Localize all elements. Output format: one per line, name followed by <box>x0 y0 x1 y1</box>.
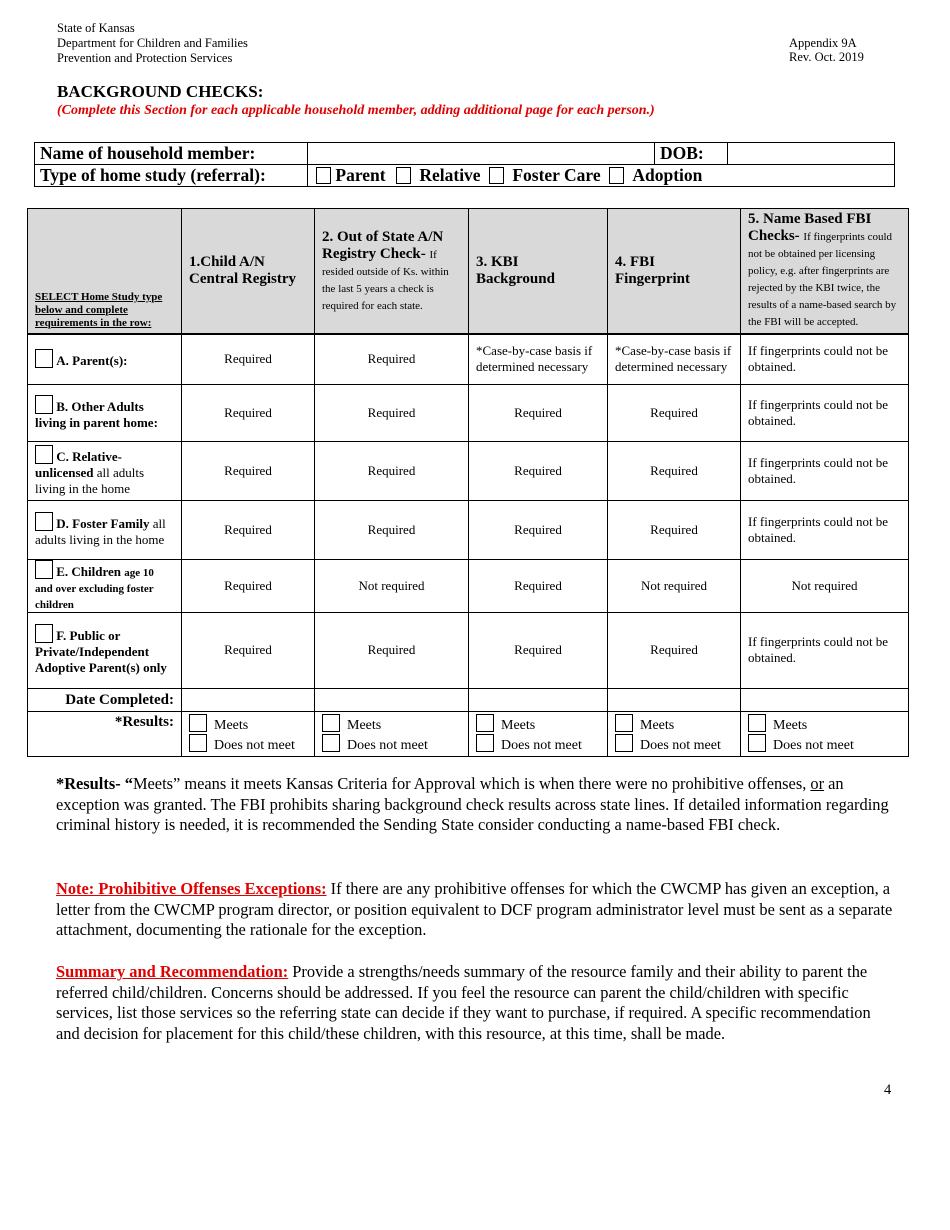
table-cell: If fingerprints could not be obtained. <box>741 384 909 441</box>
page-number: 4 <box>884 1082 892 1098</box>
row-label-relative-unlicensed <box>28 441 182 500</box>
background-checks-table <box>27 208 909 757</box>
date-field[interactable] <box>741 688 909 711</box>
meets-label: Meets <box>501 717 536 733</box>
appendix-label: Appendix 9A <box>789 36 857 50</box>
adoptive-row-checkbox[interactable] <box>35 624 53 643</box>
foster-care-option-label: Foster Care <box>512 165 601 185</box>
results-text: Meets” means it meets Kansas Criteria for Approval which is when there were no prohibitive offenses, <box>132 774 811 793</box>
parents-row-checkbox[interactable] <box>35 349 53 368</box>
table-cell: Required <box>182 384 315 441</box>
table-cell: Required <box>182 334 315 384</box>
results-explanation <box>56 774 896 836</box>
revision-label: Rev. Oct. 2019 <box>789 50 864 64</box>
home-study-type-label: Type of home study (referral): <box>35 165 308 187</box>
name-field[interactable] <box>308 143 655 165</box>
results-cell <box>315 711 469 756</box>
column-note: If fingerprints could not be obtained per licensing policy, e.g. after fingerprints are rejected by the KBI twice, the results of a name-based search by the FBI will be accepted. <box>748 231 897 328</box>
children-row-checkbox[interactable] <box>35 560 53 579</box>
table-cell: Required <box>469 612 608 688</box>
results-cell <box>182 711 315 756</box>
prohibitive-offenses-note <box>56 879 896 941</box>
table-cell: If fingerprints could not be obtained. <box>741 500 909 559</box>
date-field[interactable] <box>608 688 741 711</box>
date-field[interactable] <box>182 688 315 711</box>
results-text-continued: an exception was granted. The FBI prohibits sharing background check results across state lines. If detailed information regarding criminal history is needed, it is recommended the Sending State consider conducting a name-based FBI check. <box>56 774 889 835</box>
row-label-bold: F. Public or Private/Independent Adoptive Parent(s) only <box>35 628 167 675</box>
table-row <box>28 559 909 612</box>
summary-text: Provide a strengths/needs summary of the resource family and their ability to parent the referred child/children. Concerns should be addressed. If you feel the resource can parent the child/children with specific services, list those services so the referring state can decide if they want to purchase, if required. A specific recommendation and decision for placement for this child/these children, with this resource, at this time, shall be made. <box>56 962 871 1044</box>
does-not-meet-checkbox[interactable] <box>189 734 207 752</box>
does-not-meet-label: Does not meet <box>773 737 854 753</box>
table-cell: Required <box>469 559 608 612</box>
row-label-children <box>28 559 182 612</box>
meets-checkbox[interactable] <box>322 714 340 732</box>
table-row <box>28 384 909 441</box>
relative-row-checkbox[interactable] <box>35 445 53 464</box>
section-instruction: (Complete this Section for each applicable household member, adding additional page for each person.) <box>57 103 655 118</box>
does-not-meet-label: Does not meet <box>640 737 721 753</box>
does-not-meet-label: Does not meet <box>347 737 428 753</box>
meets-checkbox[interactable] <box>748 714 766 732</box>
home-study-type-options <box>308 165 895 187</box>
row-label-foster-family <box>28 500 182 559</box>
table-cell: Required <box>469 441 608 500</box>
meets-label: Meets <box>773 717 808 733</box>
division-name: Prevention and Protection Services <box>57 51 233 65</box>
column-title: 5. Name Based FBI Checks <box>748 211 872 244</box>
row-label-adoptive-parents <box>28 612 182 688</box>
results-heading: *Results- “ <box>56 774 133 793</box>
meets-label: Meets <box>640 717 675 733</box>
row-label-parents <box>28 334 182 384</box>
results-row <box>28 711 909 756</box>
row-label-bold: B. Other Adults living in parent home: <box>35 398 158 430</box>
row-label-detail: all adults living in the home <box>35 515 166 547</box>
table-cell: Required <box>469 500 608 559</box>
table-cell: Required <box>315 612 469 688</box>
dob-field[interactable] <box>728 143 895 165</box>
table-cell: Required <box>315 500 469 559</box>
does-not-meet-checkbox[interactable] <box>615 734 633 752</box>
results-label: *Results: <box>28 711 182 756</box>
row-label-detail: age 10 and over excluding foster children <box>35 566 154 611</box>
document-id <box>789 36 864 64</box>
select-home-study-header <box>28 209 182 335</box>
adoption-option-label: Adoption <box>632 165 703 185</box>
row-label-detail: all adults living in the home <box>35 464 145 496</box>
row-label-bold: D. Foster Family <box>56 515 150 531</box>
meets-checkbox[interactable] <box>189 714 207 732</box>
select-instruction: SELECT Home Study type below and complete requirements in the row: <box>35 291 163 329</box>
results-or: or <box>810 774 825 793</box>
column-header-out-of-state-registry: 2. Out of State A/N Registry Check- If resided outside of Ks. within the last 5 years a check is required for each state. <box>315 209 469 335</box>
column-title: 4. FBI Fingerprint <box>615 254 690 287</box>
meets-checkbox[interactable] <box>476 714 494 732</box>
note-text: If there are any prohibitive offenses for which the CWCMP has given an exception, a letter from the CWCMP program director, or position equivalent to DCF program administrator level must be sent as a separate attachment, documenting the rationale for the exception. <box>56 879 893 940</box>
table-cell: Not required <box>608 559 741 612</box>
table-cell: Required <box>315 384 469 441</box>
date-completed-label: Date Completed: <box>28 688 182 711</box>
meets-checkbox[interactable] <box>615 714 633 732</box>
table-cell: Required <box>608 500 741 559</box>
column-title: 2. Out of State A/N Registry Check <box>322 228 444 262</box>
agency-header <box>57 21 248 66</box>
table-row <box>28 500 909 559</box>
row-label-bold: A. Parent(s): <box>56 353 128 369</box>
column-header-child-an-registry <box>182 209 315 335</box>
dob-label: DOB: <box>655 143 728 165</box>
table-cell: Required <box>182 612 315 688</box>
table-cell: Required <box>469 384 608 441</box>
parent-option-label: Parent <box>335 165 386 185</box>
results-cell <box>741 711 909 756</box>
table-cell: Required <box>608 384 741 441</box>
column-title: 3. KBI Background <box>476 254 555 287</box>
table-cell: *Case-by-case basis if determined necessary <box>608 334 741 384</box>
does-not-meet-label: Does not meet <box>501 737 582 753</box>
name-label: Name of household member: <box>35 143 308 165</box>
row-label-bold: E. Children <box>56 563 122 579</box>
table-row <box>28 612 909 688</box>
table-cell: Not required <box>741 559 909 612</box>
table-cell: Required <box>182 500 315 559</box>
does-not-meet-label: Does not meet <box>214 737 295 753</box>
foster-care-checkbox[interactable] <box>489 167 504 184</box>
other-adults-row-checkbox[interactable] <box>35 395 53 414</box>
meets-label: Meets <box>347 717 382 733</box>
department-name: Department for Children and Families <box>57 36 248 50</box>
adoption-checkbox[interactable] <box>609 167 624 184</box>
table-cell: Required <box>315 441 469 500</box>
column-title: 1.Child A/N Central Registry <box>189 254 297 287</box>
table-cell: If fingerprints could not be obtained. <box>741 612 909 688</box>
foster-family-row-checkbox[interactable] <box>35 512 53 531</box>
does-not-meet-checkbox[interactable] <box>476 734 494 752</box>
table-row <box>28 334 909 384</box>
state-name: State of Kansas <box>57 21 135 35</box>
summary-recommendation <box>56 962 896 1045</box>
does-not-meet-checkbox[interactable] <box>748 734 766 752</box>
household-member-table <box>34 142 895 187</box>
row-label-other-adults <box>28 384 182 441</box>
column-header-fbi-fingerprint <box>608 209 741 335</box>
column-header-name-based-fbi: 5. Name Based FBI Checks- If fingerprints could not be obtained per licensing policy, e.g. after fingerprints are rejected by the KBI twice, the results of a name-based search by the FBI will be accepted. <box>741 209 909 335</box>
note-heading: Note: Prohibitive Offenses Exceptions: <box>56 879 327 898</box>
date-field[interactable] <box>315 688 469 711</box>
table-row <box>28 441 909 500</box>
table-cell: If fingerprints could not be obtained. <box>741 334 909 384</box>
column-note: If resided outside of Ks. within the last 5 years a check is required for each state. <box>322 248 449 312</box>
row-label-bold: C. Relative-unlicensed <box>35 448 122 480</box>
table-cell: If fingerprints could not be obtained. <box>741 441 909 500</box>
table-cell: Required <box>182 559 315 612</box>
date-completed-row <box>28 688 909 711</box>
does-not-meet-checkbox[interactable] <box>322 734 340 752</box>
relative-checkbox[interactable] <box>396 167 411 184</box>
table-cell: Required <box>608 441 741 500</box>
date-field[interactable] <box>469 688 608 711</box>
relative-option-label: Relative <box>419 165 481 185</box>
results-cell <box>469 711 608 756</box>
section-title: BACKGROUND CHECKS: <box>57 82 264 101</box>
meets-label: Meets <box>214 717 249 733</box>
results-cell <box>608 711 741 756</box>
table-cell: Required <box>182 441 315 500</box>
table-cell: Not required <box>315 559 469 612</box>
table-cell: *Case-by-case basis if determined necessary <box>469 334 608 384</box>
table-cell: Required <box>608 612 741 688</box>
column-header-kbi-background <box>469 209 608 335</box>
table-cell: Required <box>315 334 469 384</box>
parent-checkbox[interactable] <box>316 167 331 184</box>
summary-heading: Summary and Recommendation: <box>56 962 289 981</box>
